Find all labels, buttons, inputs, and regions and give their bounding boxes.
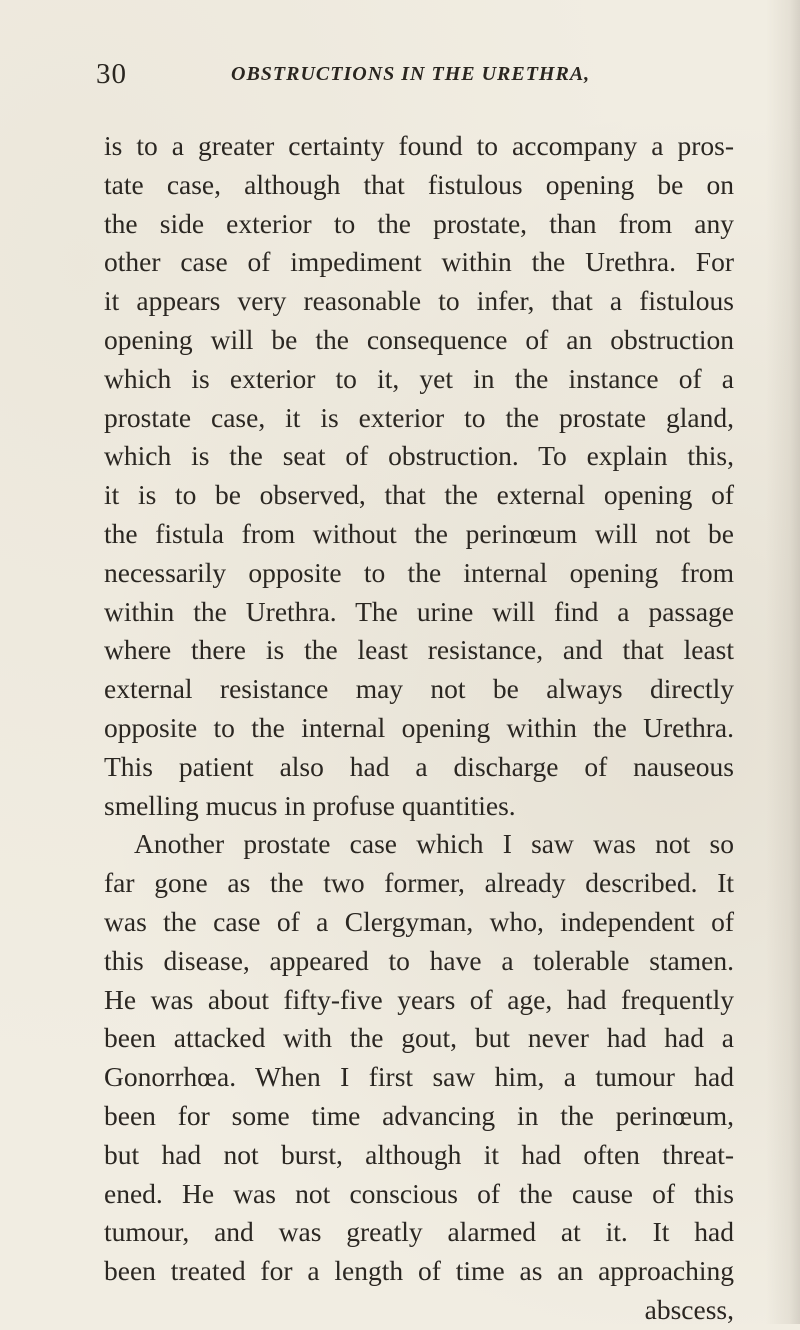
running-head: OBSTRUCTIONS IN THE URETHRA, (231, 63, 591, 85)
text-line: it is to be observed, that the external opening of (104, 479, 734, 511)
text-line: He was about fifty-five years of age, had frequently (104, 983, 734, 1015)
text-line: tate case, although that fistulous opening be on (104, 168, 734, 200)
text-line: other case of impediment within the Urethra. For (104, 246, 734, 278)
text-line: within the Urethra. The urine will find a passage (104, 595, 734, 627)
text-line: where there is the least resistance, and that least (104, 634, 734, 666)
body-text (104, 127, 734, 1330)
text-line: Gonorrhœa. When I first saw him, a tumour had (104, 1061, 734, 1093)
text-line: which is exterior to it, yet in the instance of a (104, 362, 734, 394)
page-edge-shadow (766, 0, 800, 1324)
text-line: This patient also had a discharge of nauseous (104, 750, 734, 782)
text-line: this disease, appeared to have a tolerable stamen. (104, 944, 734, 976)
text-line: the fistula from without the perinœum will not be (104, 517, 734, 549)
text-line: far gone as the two former, already described. It (104, 867, 734, 899)
catchword: abscess, (644, 1293, 734, 1325)
text-line: ened. He was not conscious of the cause of this (104, 1177, 734, 1209)
text-line: Another prostate case which I saw was not so (134, 828, 734, 860)
text-line: is to a greater certainty found to accompany a pros- (104, 130, 734, 161)
page-number: 30 (96, 58, 127, 90)
text-line: but had not burst, although it had often threat- (104, 1138, 734, 1170)
text-line: prostate case, it is exterior to the prostate gland, (104, 401, 734, 433)
text-line: opposite to the internal opening within the Urethra. (104, 711, 734, 743)
text-line: smelling mucus in profuse quantities. (104, 789, 516, 821)
text-line: was the case of a Clergyman, who, independent of (104, 905, 734, 937)
text-line: the side exterior to the prostate, than from any (104, 207, 734, 239)
text-line: been treated for a length of time as an approaching (104, 1255, 734, 1287)
text-line: been attacked with the gout, but never had had a (104, 1022, 734, 1054)
text-line: external resistance may not be always directly (104, 673, 734, 705)
text-line: necessarily opposite to the internal opening from (104, 556, 734, 588)
page-header (96, 58, 756, 98)
text-line: opening will be the consequence of an obstruction (104, 323, 734, 355)
text-line: been for some time advancing in the perinœum, (104, 1099, 734, 1131)
text-line: it appears very reasonable to infer, that a fistulous (104, 285, 734, 317)
text-line: which is the seat of obstruction. To explain this, (104, 440, 734, 472)
text-line: tumour, and was greatly alarmed at it. It had (104, 1216, 734, 1248)
